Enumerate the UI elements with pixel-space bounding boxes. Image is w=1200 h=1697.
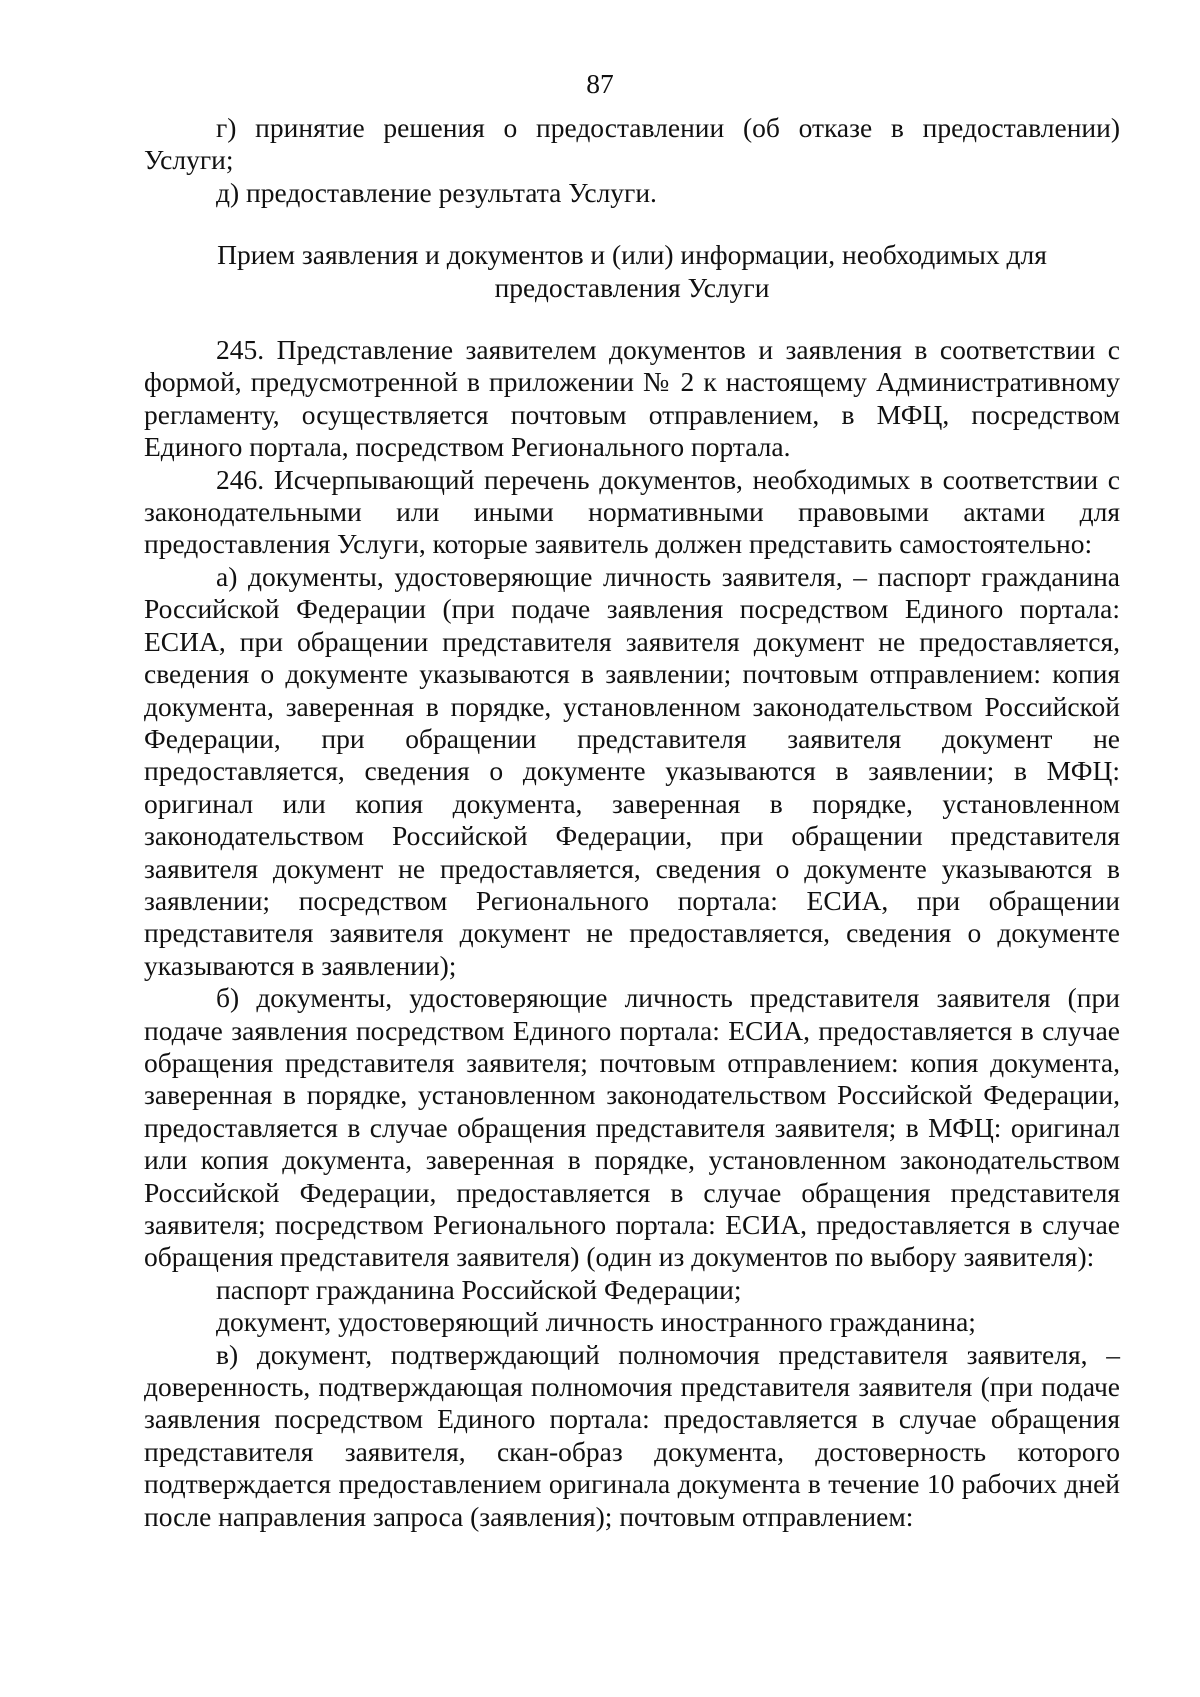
section-heading-line-2: предоставления Услуги — [494, 271, 770, 303]
paragraph-passport: паспорт гражданина Российской Федерации; — [216, 1273, 742, 1305]
paragraph-246-a: а) документы, удостоверяющие личность заявителя, – паспорт гражданина Российской Федерации (при подаче заявления посредством Единого портала: ЕСИА, при обращении представителя заявителя документ не предоставляется, сведения о документе указываются в заявлении; почтовым отправлением: копия документа, заверенная в порядке, установленном законодательством Российской Федерации, при обращении представителя заявителя документ не предоставляется, сведения о документе указываются в заявлении; в МФЦ: оригинал или копия документа, заверенная в порядке, установленном законодательством Российской Федерации, при обращении представителя заявителя документ не предоставляется, сведения о документе указываются в заявлении; посредством Регионального портала: ЕСИА, при обращении представителя заявителя документ не предоставляется, сведения о документе указываются в заявлении); — [144, 560, 1120, 981]
document-body — [144, 112, 1120, 1533]
paragraph-245: 245. Представление заявителем документов и заявления в соответствии с формой, предусмотренной в приложении № 2 к настоящему Административному регламенту, осуществляется почтовым отправлением, в МФЦ, посредством Единого портала, посредством Регионального портала. — [144, 334, 1120, 463]
paragraph-foreign-id: документ, удостоверяющий личность иностранного гражданина; — [216, 1306, 976, 1338]
paragraph-246-v: в) документ, подтверждающий полномочия представителя заявителя, – доверенность, подтверждающая полномочия представителя заявителя (при подаче заявления посредством Единого портала: предоставляется в случае обращения представителя заявителя, скан-образ документа, достоверность которого подтверждается предоставлением оригинала документа в течение 10 рабочих дней после направления запроса (заявления); почтовым отправлением: — [144, 1338, 1120, 1532]
page-number: 87 — [586, 68, 614, 99]
list-item-d: д) предоставление результата Услуги. — [216, 176, 657, 208]
section-heading-line-1: Прием заявления и документов и (или) информации, необходимых для — [217, 239, 1047, 271]
list-item-g: г) принятие решения о предоставлении (об отказе в предоставлении) Услуги; — [144, 112, 1120, 176]
spacer — [144, 304, 1120, 334]
spacer — [144, 209, 1120, 239]
paragraph-246-b: б) документы, удостоверяющие личность представителя заявителя (при подаче заявления посредством Единого портала: ЕСИА, предоставляется в случае обращения представителя заявителя; почтовым отправлением: копия документа, заверенная в порядке, установленном законодательством Российской Федерации, предоставляется в случае обращения представителя заявителя; в МФЦ: оригинал или копия документа, заверенная в порядке, установленном законодательством Российской Федерации, предоставляется в случае обращения представителя заявителя; посредством Регионального портала: ЕСИА, предоставляется в случае обращения представителя заявителя) (один из документов по выбору заявителя): — [144, 982, 1120, 1273]
paragraph-246: 246. Исчерпывающий перечень документов, необходимых в соответствии с законодательными или иными нормативными правовыми актами для предоставления Услуги, которые заявитель должен представить самостоятельно: — [144, 463, 1120, 560]
section-heading — [144, 239, 1120, 304]
